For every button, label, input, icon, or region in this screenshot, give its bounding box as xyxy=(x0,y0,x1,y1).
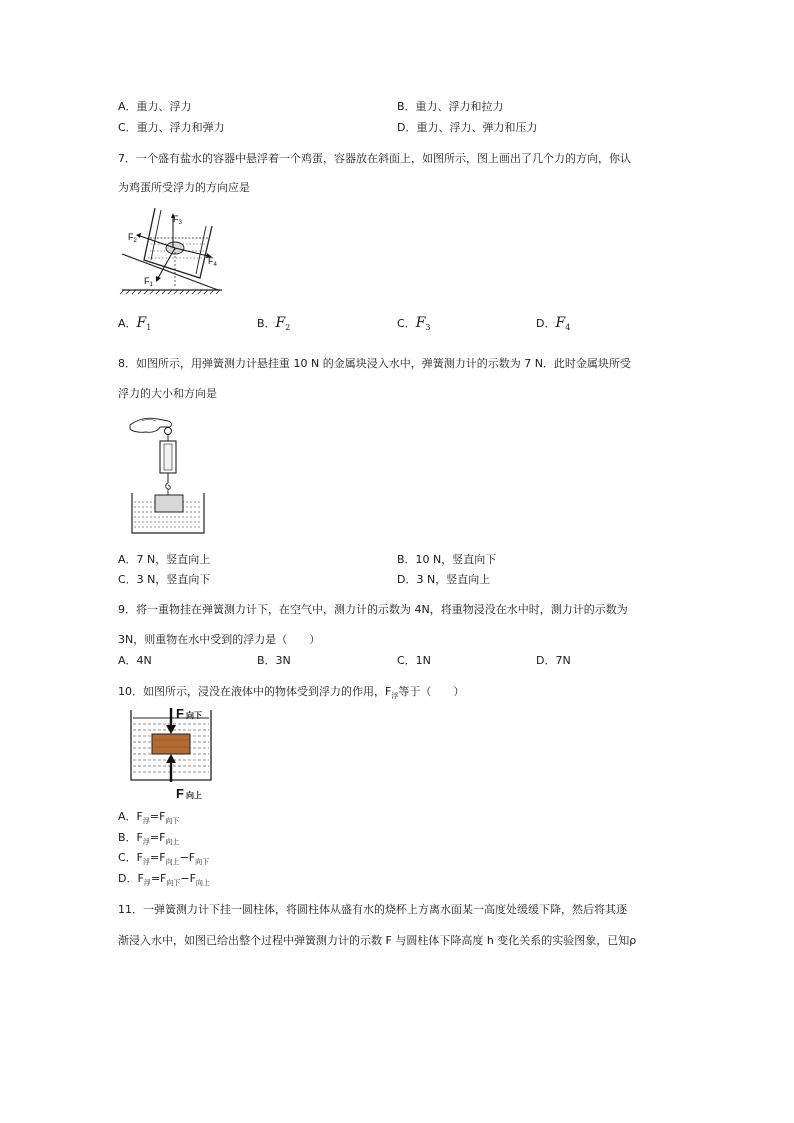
q7-option-a-symbol: $F_1$ xyxy=(136,315,152,332)
prev-option-c[interactable]: C．重力、浮力和弹力 xyxy=(118,121,225,134)
q7-option-a[interactable]: A．$F_1$ xyxy=(118,315,152,332)
q8-option-c[interactable]: C．3 N，竖直向下 xyxy=(118,573,211,586)
q11-text-line2: 渐浸入水中，如图已给出整个过程中弹簧测力计的示数 F 与圆柱体下降高度 h 变化关系的实验图象，已知ρ xyxy=(118,934,637,947)
q7-text-line1: 7．一个盛有盐水的容器中悬浮着一个鸡蛋，容器放在斜面上，如图所示，图上画出了几个力的方向，你认 xyxy=(118,152,631,165)
q8-option-a[interactable]: A．7 N，竖直向上 xyxy=(118,553,211,566)
q7-fig-label-f4: $F_4$ xyxy=(208,256,217,268)
q8-option-b[interactable]: B．10 N，竖直向下 xyxy=(397,553,497,566)
q9-option-b[interactable]: B．3N xyxy=(257,654,291,667)
q7-option-b-symbol: $F_2$ xyxy=(275,315,291,332)
q10-option-c[interactable]: C．$F_浮=F_{向上}-F_{向下}$ xyxy=(118,851,210,866)
prev-option-b[interactable]: B．重力、浮力和拉力 xyxy=(397,100,504,113)
q7-option-d-symbol: $F_4$ xyxy=(555,315,571,332)
q10-fig-label-bottom: F向上 xyxy=(176,786,202,801)
q9-option-c[interactable]: C．1N xyxy=(397,654,431,667)
q7-figure-incline xyxy=(118,204,228,296)
q9-text-line1: 9．将一重物挂在弹簧测力计下，在空气中，测力计的示数为 4N，将重物浸没在水中时，测力计的示数为 xyxy=(118,603,628,616)
q9-option-d[interactable]: D．7N xyxy=(536,654,571,667)
q9-option-a[interactable]: A．4N xyxy=(118,654,152,667)
q10-figure-immersed-block xyxy=(128,704,212,800)
q10-text: 10．如图所示，浸没在液体中的物体受到浮力的作用，$F_浮$等于（ ） xyxy=(118,685,465,700)
q9-text-line2: 3N，则重物在水中受到的浮力是（ ） xyxy=(118,633,321,646)
q7-fig-label-f2: $F_2$ xyxy=(128,232,137,244)
q10-option-a[interactable]: A．$F_浮=F_{向下}$ xyxy=(118,810,180,825)
q7-option-c[interactable]: C．$F_3$ xyxy=(397,315,431,332)
q10-option-b[interactable]: B．$F_浮=F_{向上}$ xyxy=(118,831,180,846)
q7-fig-label-f1: $F_1$ xyxy=(144,276,153,288)
q8-figure-spring-scale xyxy=(128,413,208,537)
q11-text-line1: 11．一弹簧测力计下挂一圆柱体，将圆柱体从盛有水的烧杯上方离水面某一高度处缓缓下降，然后将其逐 xyxy=(118,903,627,916)
q8-text-line2: 浮力的大小和方向是 xyxy=(118,387,217,400)
q7-option-b[interactable]: B．$F_2$ xyxy=(257,315,291,332)
q10-fig-label-top: F向下 xyxy=(176,706,202,721)
q10-option-d[interactable]: D．$F_浮=F_{向下}-F_{向上}$ xyxy=(118,872,210,887)
q8-text-line1: 8．如图所示，用弹簧测力计悬挂重 10 N 的金属块浸入水中，弹簧测力计的示数为 7 N．此时金属块所受 xyxy=(118,357,631,370)
prev-option-a[interactable]: A．重力、浮力 xyxy=(118,100,192,113)
prev-option-d[interactable]: D．重力、浮力、弹力和压力 xyxy=(397,121,538,134)
q7-fig-label-f3: $F_3$ xyxy=(173,214,182,226)
q7-option-c-symbol: $F_3$ xyxy=(415,315,431,332)
q7-option-d[interactable]: D．$F_4$ xyxy=(536,315,571,332)
q8-option-d[interactable]: D．3 N，竖直向上 xyxy=(397,573,491,586)
q7-text-line2: 为鸡蛋所受浮力的方向应是 xyxy=(118,181,250,194)
